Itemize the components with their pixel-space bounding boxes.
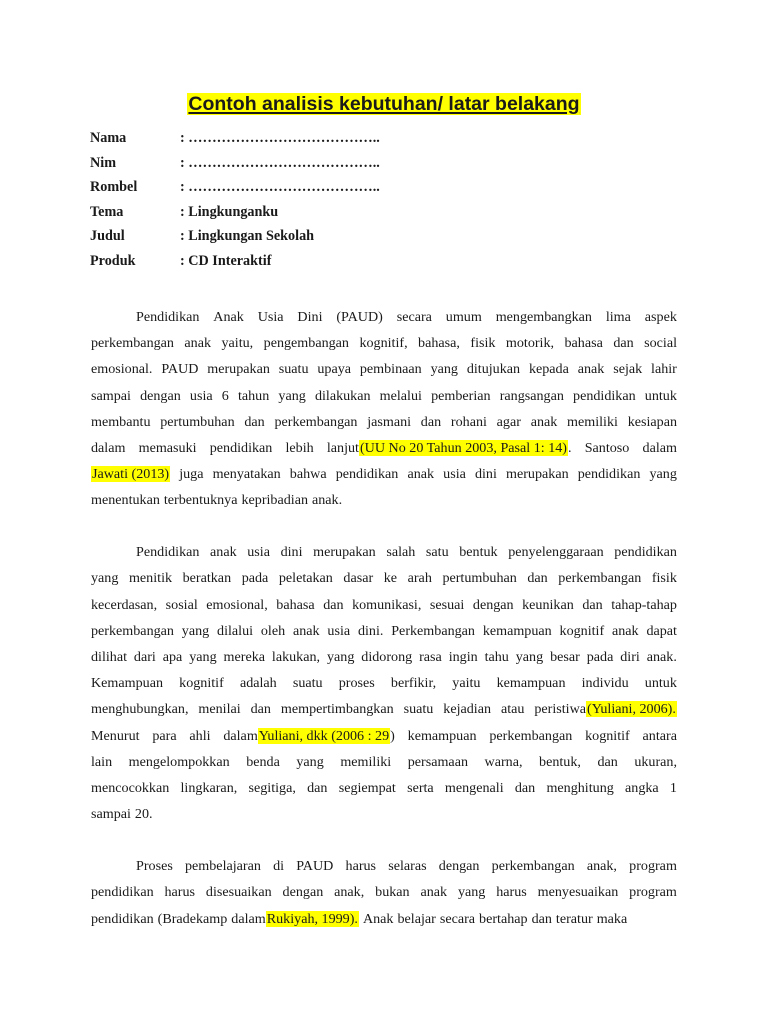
word: harus: [345, 858, 377, 875]
word: menghitung: [546, 779, 614, 796]
word: angka: [625, 779, 659, 796]
word: ditujukan: [466, 361, 521, 378]
text-line: [91, 487, 677, 513]
word: Pendidikan: [136, 309, 200, 325]
word: mereka: [223, 649, 266, 666]
field-value: : Lingkunganku: [180, 203, 279, 220]
word: bahasa: [564, 335, 603, 352]
word: rasa: [419, 649, 442, 666]
word: Dini: [297, 309, 323, 325]
field-value: : Lingkungan Sekolah: [180, 228, 315, 245]
field-label: Nim: [90, 154, 117, 171]
text-line: [91, 592, 677, 618]
field-value: : …………………………………..: [180, 154, 380, 171]
word: segiempat: [338, 779, 396, 796]
word: dan: [420, 413, 442, 430]
citation-highlight: Jawati (2013): [92, 466, 170, 483]
word: oleh: [260, 622, 286, 639]
word: merupakan: [313, 544, 376, 561]
word: dapat: [646, 622, 677, 639]
word: yaitu: [452, 675, 481, 692]
word: yang: [457, 884, 486, 901]
text-line: [91, 409, 677, 435]
word: program: [629, 884, 677, 901]
word: ingin: [448, 649, 478, 666]
word: lain: [91, 753, 113, 770]
word: dan: [582, 596, 603, 613]
word: bahasa,: [418, 335, 460, 352]
word: agar: [496, 413, 521, 430]
word: usia: [327, 622, 351, 639]
word: ahli: [189, 727, 211, 744]
word: bentuk,: [539, 753, 581, 770]
word: lanjut(UU No 20 Tahun 2003, Pasal 1: 14).: [326, 439, 572, 456]
word: segitiga,: [248, 779, 296, 796]
word: menyatakan: [212, 466, 281, 483]
field-value: : …………………………………..: [180, 130, 380, 146]
paragraph-2: [91, 539, 677, 827]
word: emosional.: [91, 361, 153, 378]
word: disesuaikan: [205, 884, 272, 901]
word: anak: [612, 622, 639, 639]
word: didorong: [361, 649, 413, 666]
text-line: [91, 853, 677, 879]
word: mengenali: [444, 779, 504, 796]
word: dalamRukiyah, 1999).: [231, 910, 358, 927]
text-line: [91, 539, 677, 565]
word: ukuran,: [634, 753, 677, 770]
word: diri: [620, 649, 640, 666]
word: perkembangan: [491, 858, 575, 875]
field-row-nim: [90, 151, 690, 176]
word: pendidikan: [91, 910, 154, 927]
word: atau: [500, 701, 525, 718]
word: suatu: [278, 361, 309, 378]
word: yang: [296, 753, 324, 770]
word: umum: [445, 309, 482, 325]
word: usia: [247, 544, 270, 561]
word: Perkembangan: [391, 622, 475, 639]
word: harus: [496, 884, 527, 901]
text-line: [91, 723, 677, 749]
word: 6: [221, 387, 229, 404]
word: rangsangan: [499, 387, 564, 404]
text-line: [91, 775, 677, 801]
word: di: [273, 858, 285, 875]
word: satu: [425, 544, 449, 561]
word: perkembangan: [91, 622, 174, 639]
field-label: Judul: [90, 228, 125, 245]
word: dilalui: [217, 622, 254, 639]
word: arah: [407, 570, 432, 587]
word: pendidikan: [573, 387, 636, 404]
field-value: : …………………………………..: [180, 179, 380, 196]
field-row-nama: [90, 126, 690, 151]
word: pemberian: [431, 387, 491, 404]
word: pertumbuhan: [160, 413, 235, 430]
word: secara: [396, 309, 432, 325]
word: jasmani: [367, 413, 412, 430]
word: menitik: [128, 570, 173, 587]
word: yang: [649, 466, 677, 483]
word: dan: [597, 753, 618, 770]
word: merupakan: [506, 466, 569, 483]
word: kepada: [528, 361, 569, 378]
word: dengan: [438, 858, 480, 875]
word: bertahap: [479, 910, 528, 927]
word: dalam: [642, 439, 677, 456]
word: upaya: [317, 361, 352, 378]
word: bentuk: [459, 544, 498, 561]
word: Santoso: [584, 439, 630, 456]
word: kognitif: [179, 675, 224, 692]
word: benda: [246, 753, 280, 770]
word: memiliki: [340, 753, 392, 770]
word: menghubungkan,: [91, 701, 189, 718]
word: kepribadian: [241, 492, 308, 509]
paragraph-3: [91, 853, 677, 932]
document-title: [0, 92, 768, 116]
citation-highlight: Rukiyah, 1999).: [266, 910, 358, 927]
word: kemampuan: [496, 675, 566, 692]
word: besar: [550, 649, 580, 666]
word: ke: [383, 570, 398, 587]
word: juga: [179, 466, 204, 483]
word: perkembangan: [558, 570, 642, 587]
word: sesuai: [429, 596, 465, 613]
field-row-judul: [90, 224, 690, 249]
paragraph-1: [91, 304, 677, 514]
word: anak: [530, 413, 558, 430]
word: 20.: [134, 806, 153, 823]
word: dengan: [140, 387, 181, 404]
field-row-produk: [90, 249, 690, 274]
word: lahir: [651, 361, 677, 378]
word: menilai: [198, 701, 241, 718]
word: dan: [531, 910, 552, 927]
word: kemampuan: [407, 727, 477, 744]
word: yang: [430, 361, 458, 378]
field-label: Produk: [90, 252, 136, 269]
word: dini: [474, 466, 497, 483]
word: bukan: [375, 884, 410, 901]
word: yang: [515, 649, 544, 666]
word: Kemampuan: [91, 675, 164, 692]
text-line: [91, 383, 677, 409]
word: fisik: [470, 335, 496, 352]
word: peristiwa(Yuliani, 2006).: [534, 701, 676, 718]
word: pembelajaran: [185, 858, 261, 875]
word: maka: [596, 910, 628, 927]
word: tahap-tahap: [611, 596, 677, 613]
word: Menurut: [91, 727, 140, 744]
word: bahasa: [276, 596, 315, 613]
text-line: [91, 906, 677, 932]
field-label: Rombel: [90, 179, 138, 196]
word: anak: [407, 466, 435, 483]
word: dilihat: [91, 649, 128, 666]
word: program: [629, 858, 677, 875]
word: serta: [407, 779, 434, 796]
word: anak: [292, 622, 320, 639]
word: kemampuan: [482, 622, 552, 639]
word: pada: [241, 570, 269, 587]
word: pendidikan: [91, 884, 154, 901]
citation-highlight: (UU No 20 Tahun 2003, Pasal 1: 14): [359, 439, 567, 456]
word: usia: [443, 466, 466, 483]
word: Usia: [257, 309, 284, 325]
word: anak: [210, 544, 237, 561]
text-line: [91, 330, 677, 356]
word: pembinaan: [359, 361, 422, 378]
word: keunikan: [522, 596, 574, 613]
word: dini.: [357, 622, 384, 639]
word: Anak: [362, 910, 394, 927]
field-label: Nama: [90, 130, 127, 146]
word: lima: [605, 309, 631, 325]
word: yang: [189, 649, 217, 666]
citation-highlight: Yuliani, dkk (2006 : 29: [258, 727, 390, 744]
word: suatu: [403, 701, 434, 718]
word: mengelompokkan: [128, 753, 230, 770]
word: dengan: [472, 596, 514, 613]
word: pada: [586, 649, 614, 666]
text-line: [91, 565, 677, 591]
word: yang: [91, 570, 119, 587]
word: dilakukan: [314, 387, 371, 404]
word: dan: [244, 413, 265, 430]
word: dalam: [91, 439, 126, 456]
word: dan: [323, 596, 344, 613]
field-row-rombel: [90, 175, 690, 200]
text-line: [91, 879, 677, 905]
citation-highlight: (Yuliani, 2006).: [587, 701, 676, 718]
word: berfikir,: [390, 675, 437, 692]
word: kognitif,: [359, 335, 408, 352]
word: social: [644, 335, 677, 352]
word: (PAUD): [336, 309, 383, 325]
word: [91, 461, 170, 487]
word: proses: [338, 675, 375, 692]
word: selaras: [388, 858, 427, 875]
word: anak: [577, 361, 605, 378]
word: suatu: [292, 675, 323, 692]
word: lebih: [285, 439, 314, 456]
word: lakukan,: [271, 649, 321, 666]
word: pendidikan: [335, 466, 399, 483]
text-line: [91, 696, 677, 722]
word: yaitu,: [221, 335, 254, 352]
word: pendidikan: [209, 439, 273, 456]
text-line: [91, 670, 677, 696]
word: sampai: [91, 387, 131, 404]
word: mencocokkan: [91, 779, 170, 796]
word: teratur: [555, 910, 593, 927]
text-line: [91, 461, 677, 487]
word: melalui: [379, 387, 422, 404]
field-label: Tema: [90, 203, 124, 220]
word: usia: [189, 387, 213, 404]
word: adalah: [239, 675, 277, 692]
word: beratkan: [182, 570, 232, 587]
word: kognitif: [585, 727, 630, 744]
word: merupakan: [207, 361, 270, 378]
word: salah: [386, 544, 416, 561]
word: (Bradekamp: [157, 910, 228, 927]
word: anak,: [334, 884, 365, 901]
text-line: [91, 644, 677, 670]
word: dini: [280, 544, 303, 561]
word: anak: [420, 884, 448, 901]
word: kecerdasan,: [91, 596, 158, 613]
word: kesiapan: [627, 413, 677, 430]
word: yang: [278, 387, 306, 404]
text-line: [91, 356, 677, 382]
word: kognitif: [559, 622, 605, 639]
word: perkembangan: [91, 335, 174, 352]
field-value: : CD Interaktif: [180, 252, 272, 269]
word: peletakan: [278, 570, 333, 587]
word: pendidikan: [614, 544, 677, 561]
word: menyesuaikan: [537, 884, 619, 901]
word: sejak: [613, 361, 643, 378]
word: yang: [326, 649, 355, 666]
word: antara: [642, 727, 677, 744]
word: sampai: [91, 806, 131, 823]
text-line: [91, 304, 677, 330]
word: fisik: [651, 570, 677, 587]
word: penyelenggaraan: [508, 544, 604, 561]
word: belajar: [397, 910, 436, 927]
word: lingkaran,: [180, 779, 238, 796]
word: aspek: [644, 309, 677, 325]
word: membantu: [91, 413, 151, 430]
word: motorik,: [505, 335, 555, 352]
word: pendidikan: [577, 466, 641, 483]
word: Anak: [213, 309, 244, 325]
word: emosional,: [206, 596, 268, 613]
word: memiliki: [567, 413, 618, 430]
word: anak,: [586, 858, 617, 875]
word: memasuki: [138, 439, 197, 456]
word: dasar: [343, 570, 374, 587]
word: anak.: [312, 492, 343, 509]
word: bahwa: [289, 466, 327, 483]
text-line: [91, 801, 677, 827]
word: yang: [181, 622, 210, 639]
word: dan: [527, 570, 548, 587]
word: dan: [514, 779, 536, 796]
word: individu: [581, 675, 629, 692]
text-line: [91, 618, 677, 644]
word: persamaan: [407, 753, 468, 770]
word: Proses: [136, 858, 173, 875]
word: dengan: [282, 884, 324, 901]
word: tahun: [237, 387, 270, 404]
word: warna,: [484, 753, 523, 770]
word: sosial: [165, 596, 198, 613]
word: tahu: [484, 649, 509, 666]
word: untuk: [644, 387, 677, 404]
field-row-tema: [90, 200, 690, 225]
word: terbentuknya: [163, 492, 238, 509]
document-title-text: Contoh analisis kebutuhan/ latar belakang: [188, 93, 580, 115]
word: rohani: [450, 413, 487, 430]
identity-fields: [90, 126, 690, 274]
word: para: [152, 727, 177, 744]
word: pengembangan: [263, 335, 349, 352]
word: mengembangkan: [495, 309, 592, 325]
word: komunikasi,: [352, 596, 422, 613]
word: perkembangan: [274, 413, 358, 430]
word: mempertimbangkan: [280, 701, 394, 718]
word: Pendidikan: [136, 544, 200, 561]
text-line: [91, 749, 677, 775]
document-body: [91, 304, 677, 958]
text-line: [91, 435, 677, 461]
word: anak: [184, 335, 212, 352]
word: pertumbuhan: [442, 570, 517, 587]
word: perkembangan: [489, 727, 573, 744]
word: dan: [307, 779, 328, 796]
word: 1: [669, 779, 677, 796]
word: PAUD: [161, 361, 199, 378]
word: dan: [250, 701, 271, 718]
word: dari: [133, 649, 156, 666]
word: apa: [162, 649, 183, 666]
word: harus: [164, 884, 196, 901]
word: menentukan: [91, 492, 160, 509]
word: untuk: [644, 675, 677, 692]
word: PAUD: [296, 858, 334, 875]
word: secara: [439, 910, 476, 927]
word: dalamYuliani, dkk (2006 : 29): [223, 727, 395, 744]
word: anak.: [646, 649, 677, 666]
word: dan: [613, 335, 634, 352]
word: kejadian: [443, 701, 492, 718]
